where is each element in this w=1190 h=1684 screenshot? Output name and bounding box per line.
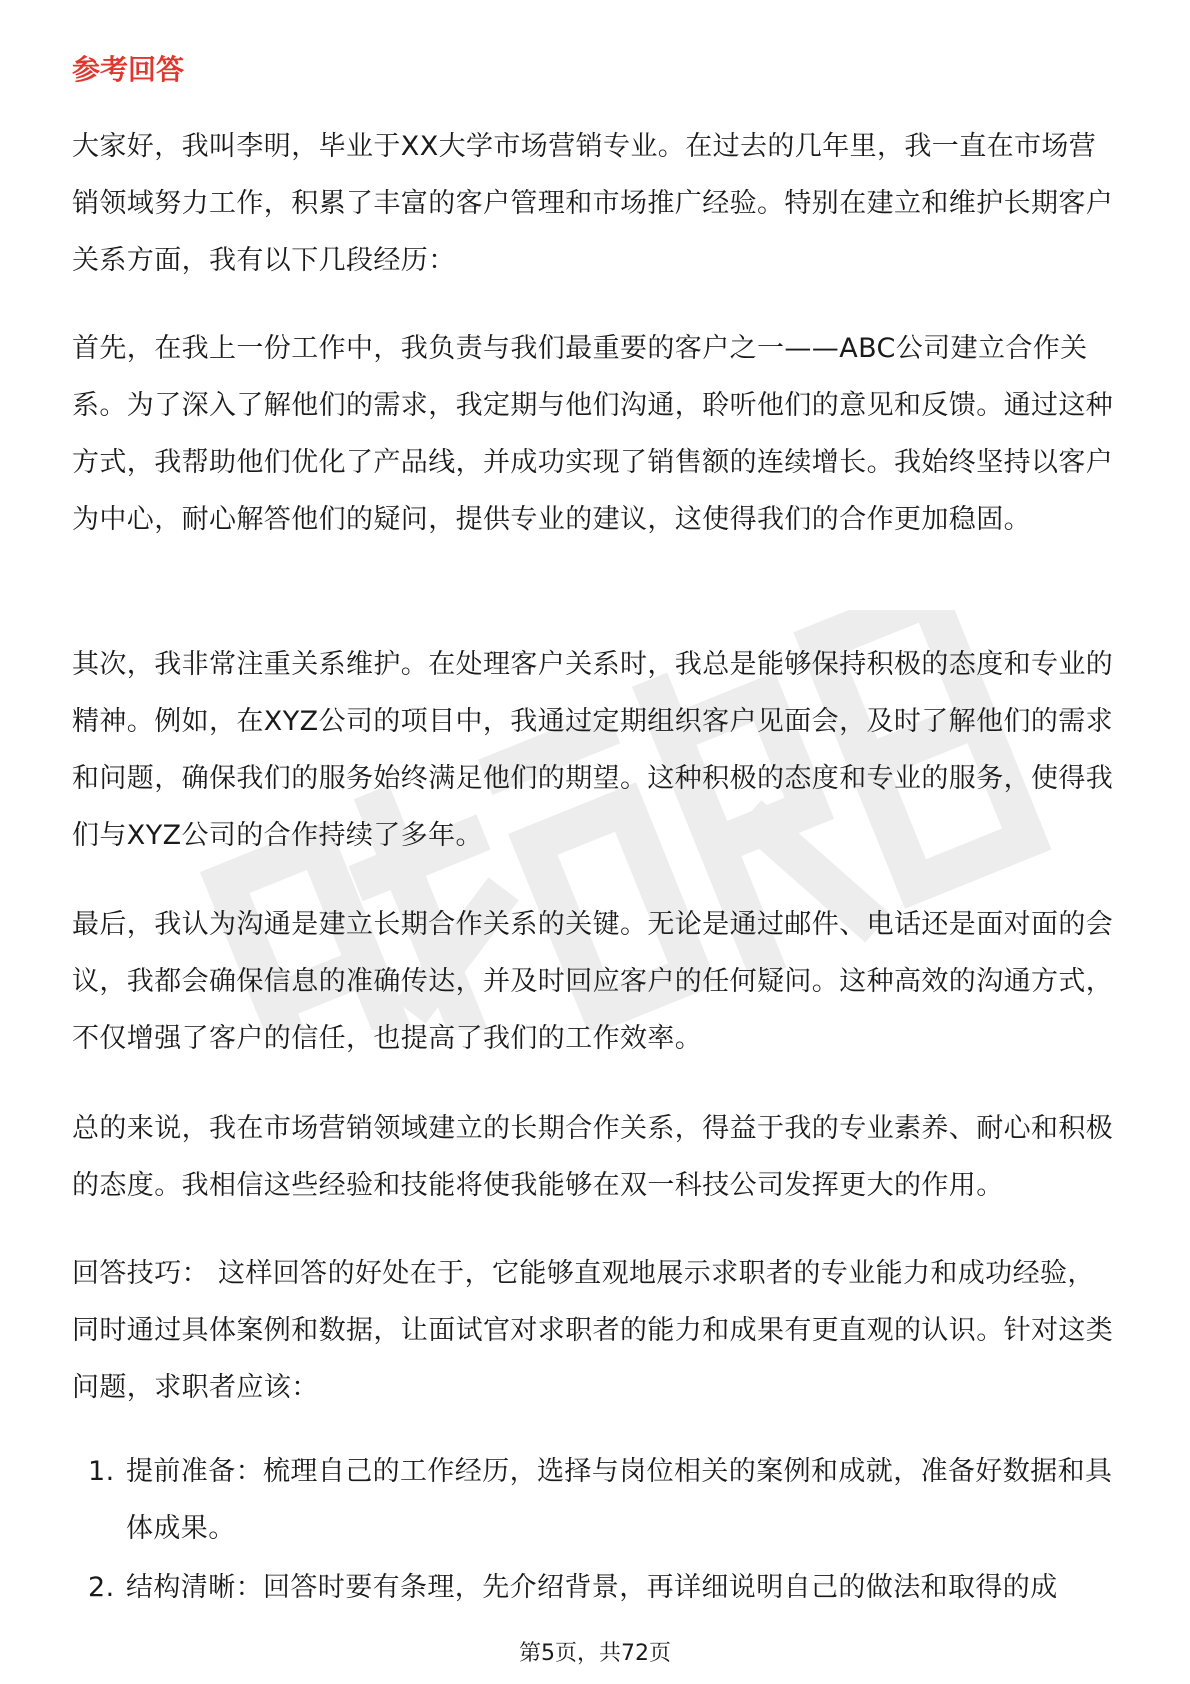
list-item	[72, 1559, 1122, 1616]
paragraph-third: 最后，我认为沟通是建立长期合作关系的关键。无论是通过邮件、电话还是面对面的会议，我都会确保信息的准确传达，并及时回应客户的任何疑问。这种高效的沟通方式，不仅增强了客户的信任，也提高了我们的工作效率。	[72, 909, 1114, 1054]
list-item-number: 2.	[88, 1572, 115, 1603]
paragraph-second: 其次，我非常注重关系维护。在处理客户关系时，我总是能够保持积极的态度和专业的精神。例如，在XYZ公司的项目中，我通过定期组织客户见面会，及时了解他们的需求和问题，确保我们的服务始终满足他们的期望。这种积极的态度和专业的服务，使得我们与XYZ公司的合作持续了多年。	[72, 649, 1114, 851]
list-item-number: 1.	[88, 1456, 115, 1487]
list-item-text: 提前准备：梳理自己的工作经历，选择与岗位相关的案例和成就，准备好数据和具体成果。	[126, 1456, 1113, 1544]
paragraph-tips: 回答技巧： 这样回答的好处在于，它能够直观地展示求职者的专业能力和成功经验，同时通过具体案例和数据，让面试官对求职者的能力和成果有更直观的认识。针对这类问题，求职者应该：	[72, 1258, 1114, 1403]
list-item-text: 结构清晰：回答时要有条理，先介绍背景，再详细说明自己的做法和取得的成	[126, 1572, 1058, 1603]
page-number: 第5页，共72页	[519, 1641, 671, 1666]
tips-list	[72, 1443, 1122, 1618]
list-item	[72, 1443, 1122, 1557]
section-heading: 参考回答	[72, 53, 185, 86]
paragraph-summary: 总的来说，我在市场营销领域建立的长期合作关系，得益于我的专业素养、耐心和积极的态度。我相信这些经验和技能将使我能够在双一科技公司发挥更大的作用。	[72, 1113, 1114, 1201]
paragraph-first: 首先，在我上一份工作中，我负责与我们最重要的客户之一——ABC公司建立合作关系。为了深入了解他们的需求，我定期与他们沟通，聆听他们的意见和反馈。通过这种方式，我帮助他们优化了产品线，并成功实现了销售额的连续增长。我始终坚持以客户为中心，耐心解答他们的疑问，提供专业的建议，这使得我们的合作更加稳固。	[72, 333, 1114, 535]
paragraph-intro: 大家好，我叫李明，毕业于XX大学市场营销专业。在过去的几年里，我一直在市场营销领域努力工作，积累了丰富的客户管理和市场推广经验。特别在建立和维护长期客户关系方面，我有以下几段经历：	[72, 131, 1114, 276]
